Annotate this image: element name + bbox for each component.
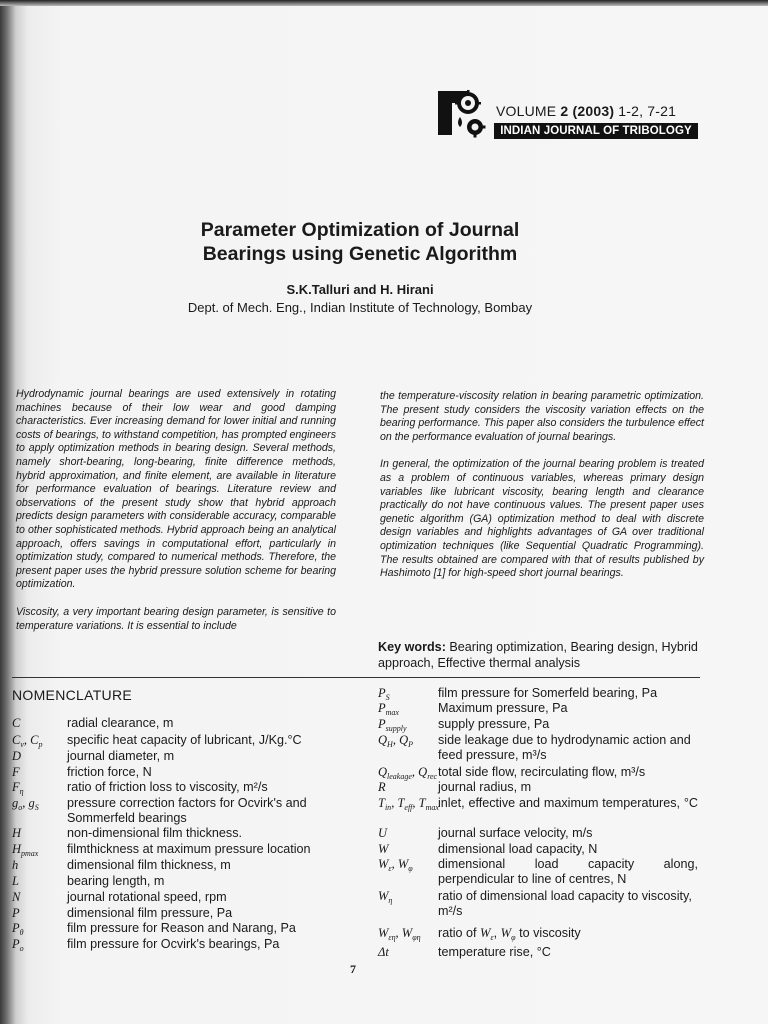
nomenclature-symbol: $P_{max}$ — [378, 701, 399, 717]
nomenclature-symbol: $P_S$ — [378, 686, 390, 702]
nomenclature-description: dimensional film thickness, m — [67, 858, 231, 872]
keywords-text: Bearing optimization, Bearing design, Hybrid approach, Effective thermal analysis — [378, 640, 698, 670]
nomenclature-symbol: N — [12, 890, 21, 904]
nomenclature-symbol: W — [378, 842, 389, 856]
nomenclature-description: specific heat capacity of lubricant, J/Kg.°C — [67, 733, 302, 747]
section-divider — [12, 677, 700, 678]
abstract-paragraph: Hydrodynamic journal bearings are used extensively in rotating machines because of their low wear and good damping characteristics. Ever increasing demand for lower initial and running costs of bearings, to withstand competition, has prompted engineers to apply optimization methods in bearing design. Several methods, namely short-bearing, long-bearing, finite difference methods, hybrid approximation, and finite element, are available in literature for performance evaluation of bearings. Literature review and observations of the present study show that hybrid approach predicts design parameters with considerable accuracy, comparable to other sophisticated methods. Hybrid approach being an analytical approach, offers savings in computational effort, particularly in optimization study, compared to numerical methods. Therefore, the present paper uses the hybrid pressure solution scheme for bearing optimization. — [16, 388, 336, 591]
nomenclature-symbol: $P_\theta$ — [12, 921, 24, 937]
abstract-paragraph: the temperature-viscosity relation in bearing parametric optimization. The present study considers the viscosity variation effects on the bearing performance. This paper also considers the turbulence effect on the performance evaluation of journal bearings. — [380, 390, 704, 443]
nomenclature-description: inlet, effective and maximum temperatures, °C — [438, 796, 698, 810]
nomenclature-description: dimensional load capacity along, perpendicular to line of centres, N — [438, 857, 698, 886]
nomenclature-symbol: C — [12, 716, 21, 730]
nomenclature-description: bearing length, m — [67, 874, 165, 888]
nomenclature-symbol: $C_v$, $C_p$ — [12, 733, 43, 749]
nomenclature-symbol: $W_\eta$ — [378, 889, 393, 905]
nomenclature-symbol: $P_{supply}$ — [378, 717, 407, 733]
nomenclature-description: film pressure for Reason and Narang, Pa — [67, 921, 296, 935]
nomenclature-symbol: F — [12, 765, 20, 779]
nomenclature-description: film pressure for Ocvirk's bearings, Pa — [67, 937, 280, 951]
paper-title-line-2: Bearings using Genetic Algorithm — [202, 243, 518, 265]
nomenclature-description: filmthickness at maximum pressure location — [67, 842, 311, 856]
nomenclature-symbol: H — [12, 826, 22, 840]
nomenclature-symbol: $P_o$ — [12, 937, 24, 953]
nomenclature-description: dimensional load capacity, N — [438, 842, 598, 856]
journal-logo — [436, 89, 486, 139]
abstract-right-column — [380, 390, 704, 581]
scan-top-edge — [0, 0, 768, 6]
nomenclature-description: total side flow, recirculating flow, m³/s — [438, 765, 646, 779]
nomenclature-description: Maximum pressure, Pa — [438, 701, 568, 715]
nomenclature-description: journal diameter, m — [67, 749, 175, 763]
nomenclature-symbol: R — [378, 780, 386, 794]
nomenclature-symbol: $T_{in}$, $T_{eff}$, $T_{max}$ — [378, 796, 439, 812]
nomenclature-symbol: P — [12, 906, 20, 920]
nomenclature-symbol: U — [378, 826, 388, 840]
nomenclature-description: radial clearance, m — [67, 716, 174, 730]
nomenclature-symbol: $H_{pmax}$ — [12, 842, 39, 858]
page-number: 7 — [350, 962, 356, 976]
nomenclature-symbol: $F_\eta$ — [12, 780, 24, 796]
nomenclature-symbol: Δt — [378, 945, 389, 959]
nomenclature-description: friction force, N — [67, 765, 152, 779]
nomenclature-symbol: $W_\varepsilon$, $W_\varphi$ — [378, 857, 413, 873]
nomenclature-description: side leakage due to hydrodynamic action and feed pressure, m³/s — [438, 733, 691, 762]
keywords-label: Key words: — [378, 640, 446, 654]
abstract-paragraph: Viscosity, a very important bearing design parameter, is sensitive to temperature variations. It is essential to include — [16, 605, 336, 632]
nomenclature-description: dimensional film pressure, Pa — [67, 906, 233, 920]
nomenclature-description: journal rotational speed, rpm — [67, 890, 227, 904]
paper-authors: S.K.Talluri and H. Hirani — [286, 282, 434, 297]
abstract-paragraph: In general, the optimization of the journal bearing problem is treated as a problem of continuous variables, whereas primary design variables like lubricant viscosity, bearing length and clearance practically do not have continuous values. The present paper uses genetic algorithm (GA) optimization method to deal with discrete design variables and highlights advantages of GA over traditional optimization techniques (like Sequential Quadratic Programming). The results obtained are compared with that of results published by Hashimoto [1] for high-speed short journal bearings. — [380, 458, 704, 580]
nomenclature-heading: NOMENCLATURE — [12, 687, 133, 703]
nomenclature-description: film pressure for Somerfeld bearing, Pa — [438, 686, 658, 700]
nomenclature-description: temperature rise, °C — [438, 945, 551, 959]
nomenclature-symbol: h — [12, 858, 19, 872]
nomenclature-symbol: $W_{\varepsilon\eta}$, $W_{\varphi\eta}$ — [378, 926, 421, 942]
nomenclature-symbol: D — [12, 749, 22, 763]
journal-volume-line: VOLUME 2 (2003) 1-2, 7-21 — [496, 103, 677, 119]
paper-affiliation: Dept. of Mech. Eng., Indian Institute of Technology, Bombay — [187, 300, 533, 315]
nomenclature-description: pressure correction factors for Ocvirk's and Sommerfeld bearings — [67, 796, 307, 825]
journal-name-banner: INDIAN JOURNAL OF TRIBOLOGY — [494, 123, 698, 139]
nomenclature-symbol: $Q_{leakage}$, $Q_{rec}$ — [378, 765, 438, 781]
nomenclature-description: ratio of $W_\varepsilon$, $W_\varphi$ to viscosity — [438, 926, 581, 942]
nomenclature-description: supply pressure, Pa — [438, 717, 550, 731]
nomenclature-description: journal radius, m — [438, 780, 532, 794]
paper-title-line-1: Parameter Optimization of Journal — [200, 219, 520, 241]
keywords — [378, 639, 704, 671]
nomenclature-description: journal surface velocity, m/s — [438, 826, 593, 840]
abstract-left-column — [16, 388, 336, 633]
paper-title — [120, 218, 600, 266]
nomenclature-symbol: $Q_H$, $Q_P$ — [378, 733, 413, 749]
nomenclature-symbol: $g_o$, $g_S$ — [12, 796, 39, 812]
nomenclature-description: ratio of friction loss to viscosity, m²/s — [67, 780, 268, 794]
nomenclature-description: ratio of dimensional load capacity to viscosity, m²/s — [438, 889, 692, 918]
nomenclature-symbol: L — [12, 874, 19, 888]
nomenclature-description: non-dimensional film thickness. — [67, 826, 242, 840]
